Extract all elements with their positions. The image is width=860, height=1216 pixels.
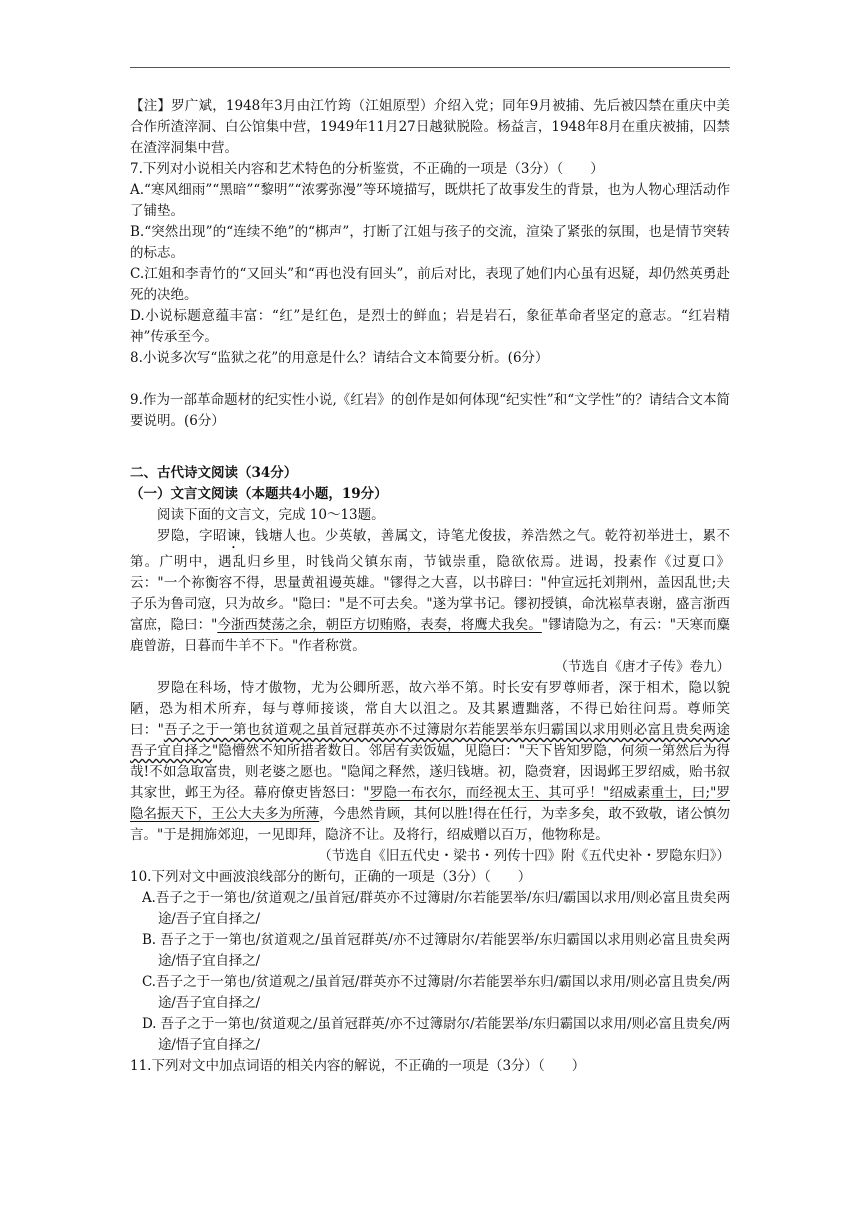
- wavy-underlined-sentence: 吾子之于一第也贫道观之虽首冠群英亦不过簿尉尔若能罢举东归霸国以求用则必富且贵矣两途吾子宜自择之: [130, 722, 730, 759]
- header-rule: [130, 67, 730, 68]
- source-citation-2: （节选自《旧五代史・梁书・列传十四》附《五代史补・罗隐东归》）: [318, 848, 730, 864]
- classical-passage-1: [130, 526, 730, 657]
- underlined-sentence: 罗隐一布衣尔，而经视太王、其可乎！"绍威素重士，曰;"罗隐名振天下，王公大夫多为所薄: [130, 785, 731, 822]
- q10-option-a: A.吾子之于一第也/贫道观之/虽首冠/群英亦不过簿尉/尔若能罢举/东归/霸国以求用/则必富且贵矣两途/吾子宜自择之/: [142, 890, 730, 927]
- q10-option-d: D. 吾子之于一第也/贫道观之/虽首冠群英/亦不过簿尉尔/若能罢举/东归霸国以求用/则必富且贵矣/两途/悟子宜自择之/: [142, 1016, 730, 1053]
- author-note: 【注】罗广斌，1948年3月由江竹筠（江姐原型）介绍入党；同年9月被捕、先后被囚禁在重庆中美合作所渣滓洞、白公馆集中营，1949年11月27日越狱脱险。杨益言，1948年8月在重庆被捕，囚禁在渣滓洞集中营。: [130, 98, 730, 156]
- q10-stem: 10.下列对文中画波浪线部分的断句，正确的一项是（3分）（ ）: [130, 869, 532, 885]
- question-10: [130, 867, 730, 1056]
- question-9: 9.作为一部革命题材的纪实性小说,《红岩》的创作是如何体现“纪实性”和“文学性”的？请结合文本简要说明。(6分）: [130, 392, 730, 429]
- passage-text: "隐懵然不知所措者数日。邻居有卖饭媪，见隐曰："天下皆知罗隐，何须一第然后为得哉!不如急取富贵，则老婆之愿也。"隐闻之释然，遂归钱塘。初，隐赍窘，因谒邺王罗绍威，贻书叙其家世，邺王为径。幕府僚吏皆怒曰：": [130, 743, 730, 801]
- spacer: [130, 432, 730, 453]
- spacer: [130, 453, 730, 463]
- question-7: [130, 159, 730, 348]
- q7-option-d: D.小说标题意蕴丰富：“红”是红色，是烈士的鲜血；岩是岩石，象征革命者坚定的意志。“红岩精神”传承至今。: [130, 308, 730, 345]
- subsection-heading: （一）文言文阅读（本题共4小题，19分）: [130, 486, 388, 502]
- dotted-word: 谏: [226, 528, 241, 544]
- q7-stem: 7.下列对小说相关内容和艺术特色的分析鉴赏，不正确的一项是（3分）（ ）: [130, 161, 604, 177]
- passage-text: ，今患然肯顾，其何以胜!得在任行，为幸多矣，敢不致敬，诸公慎勿言。"于是拥旆郊迎，一见即拜，隐济不让。及将行，绍威赠以百万，他物称是。: [130, 806, 730, 843]
- q10-option-c: C.吾子之于一第也/贫道观之/虽首冠/群英亦不过簿尉/尔若能罢举东归/霸国以求用/则必富且贵矣/两途/吾子宜自择之/: [142, 974, 730, 1011]
- question-11: 11.下列对文中加点词语的相关内容的解说，不正确的一项是（3分）（ ）: [130, 1058, 586, 1074]
- passage-text: ，钱塘人也。少英敏，善属文，诗笔尤俊拔，养浩然之气。乾符初举进士，累不第。广明中，遇乱归乡里，时钱尚父镇东南，节钺崇重，隐欲依焉。进谒，投素作《过夏口》云："一个祢衡容不得，思量黄祖谩英雄。"镠得之大喜，以书辟曰："仲宣远托刘荆州，盖因乱世;夫子乐为鲁司寇，只为故乡。"隐曰："是不可去矣。"遂为掌书记。镠初授镇，命沈崧草表谢，盛言浙西富庶，隐曰：": [130, 528, 731, 633]
- passage-text: 罗隐在科场，恃才傲物，尤为公卿所恶，故六举不第。时长安有罗尊师者，深于相术，隐以貌陋，恐为相术所弃，每与尊师接谈，常自大以沮之。及其累遭黜落，不得已始往问焉。尊师笑曰：": [130, 680, 730, 738]
- passage-text: "镠请隐为之，有云："天寒而麋鹿曾游，日暮而牛羊不下。"作者称赏。: [130, 617, 730, 654]
- q7-option-c: C.江姐和李青竹的“又回头”和“再也没有回头”，前后对比，表现了她们内心虽有迟疑，却仍然英勇赴死的决绝。: [130, 266, 730, 303]
- source-citation-1: （节选自《唐才子传》卷九）: [554, 659, 730, 675]
- underlined-sentence: 今浙西焚荡之余，朝臣方切贿赂，表奏，将鹰犬我矣。: [217, 617, 542, 633]
- passage-text: 罗隐，字昭: [157, 528, 227, 544]
- q10-option-b: B. 吾子之于一第也/贫道观之/虽首冠群英/亦不过簿尉尔/若能罢举/东归霸国以求用则必富且贵矣两途/悟子宜自择之/: [142, 932, 730, 969]
- section-heading: 二、古代诗文阅读（34分）: [130, 465, 298, 481]
- question-8: 8.小说多次写“监狱之花”的用意是什么？请结合文本简要分析。(6分）: [130, 350, 549, 366]
- reading-instruction: 阅读下面的文言文，完成 10～13题。: [157, 507, 385, 523]
- q7-option-a: A.“寒风细雨”“黑暗”“黎明”“浓雾弥漫”等环境描写，既烘托了故事发生的背景，也为人物心理活动作了铺垫。: [130, 182, 730, 219]
- classical-passage-2: [130, 678, 730, 846]
- q7-option-b: B.“突然出现”的“连续不绝”的“梆声”，打断了江姐与孩子的交流，渲染了紧张的氛围，也是情节突转的标志。: [130, 224, 730, 261]
- document-body: [130, 96, 730, 1077]
- spacer: [130, 369, 730, 390]
